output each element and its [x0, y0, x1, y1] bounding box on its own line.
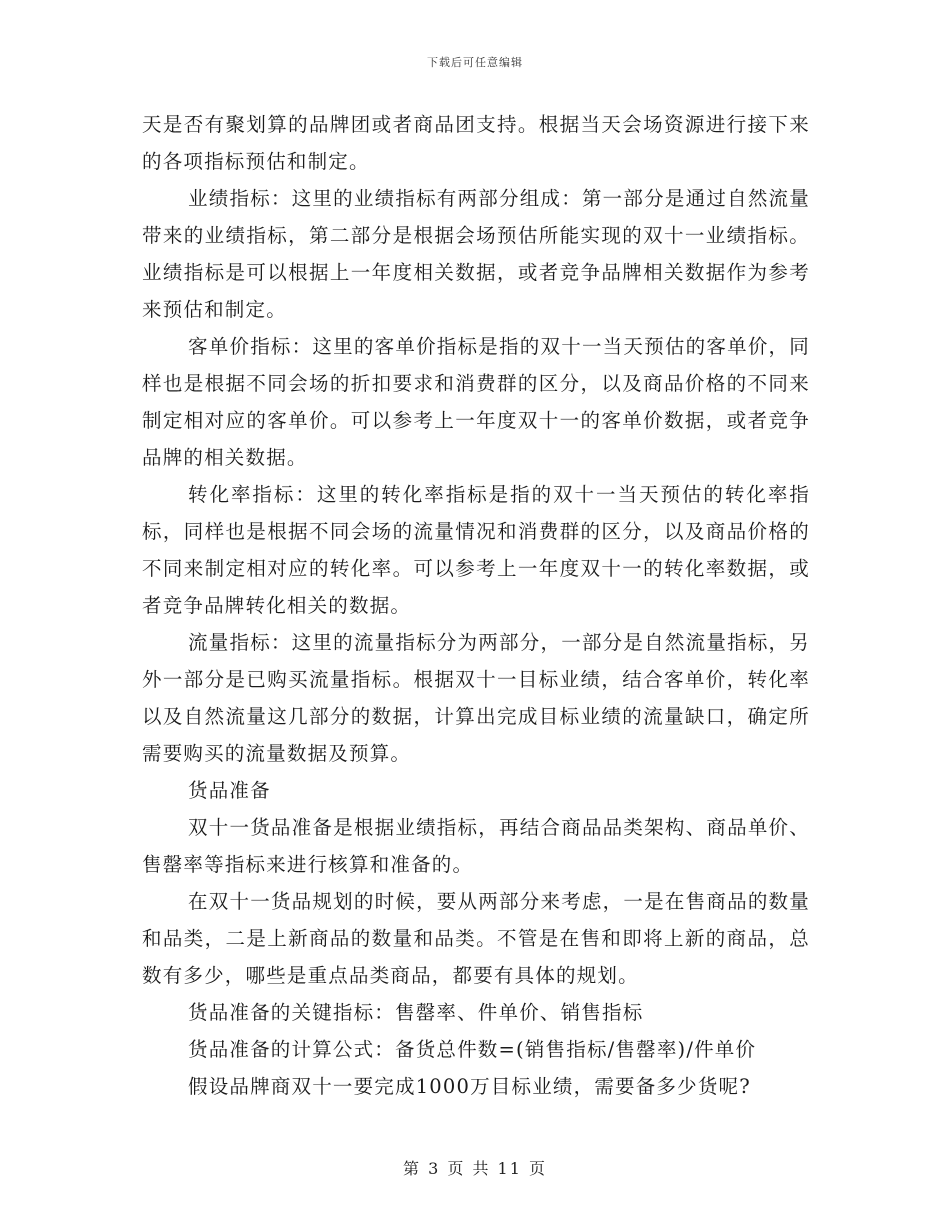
paragraph-2: 业绩指标：这里的业绩指标有两部分组成：第一部分是通过自然流量带来的业绩指标，第二部分是根据会场预估所能实现的双十一业绩指标。业绩指标是可以根据上一年度相关数据，或者竞争品牌相关数据作为参考来预估和制定。: [142, 187, 810, 321]
section-heading-goods: 货品准备: [188, 779, 271, 802]
paragraph-9: 货品准备的关键指标：售罄率、件单价、销售指标: [188, 1001, 644, 1024]
paragraph-4: 转化率指标：这里的转化率指标是指的双十一当天预估的转化率指标，同样也是根据不同会场的流量情况和消费群的区分，以及商品价格的不同来制定相对应的转化率。可以参考上一年度双十一的转化率数据，或者竞争品牌转化相关的数据。: [142, 483, 810, 617]
paragraph-7: 双十一货品准备是根据业绩指标，再结合商品品类架构、商品单价、售罄率等指标来进行核算和准备的。: [142, 816, 810, 876]
page-number: 第 3 页 共 11 页: [403, 1159, 547, 1178]
paragraph-8: 在双十一货品规划的时候，要从两部分来考虑，一是在售商品的数量和品类，二是上新商品的数量和品类。不管是在售和即将上新的商品，总数有多少，哪些是重点品类商品，都要有具体的规划。: [142, 890, 810, 987]
document-body: [142, 106, 810, 1105]
page-header: 下载后可任意编辑: [427, 56, 523, 69]
paragraph-11: 假设品牌商双十一要完成1000万目标业绩，需要备多少货呢?: [188, 1075, 751, 1098]
paragraph-10: 货品准备的计算公式：备货总件数=(销售指标/售罄率)/件单价: [188, 1038, 757, 1061]
paragraph-3: 客单价指标：这里的客单价指标是指的双十一当天预估的客单价，同样也是根据不同会场的折扣要求和消费群的区分，以及商品价格的不同来制定相对应的客单价。可以参考上一年度双十一的客单价数据，或者竞争品牌的相关数据。: [142, 335, 810, 469]
paragraph-1: 天是否有聚划算的品牌团或者商品团支持。根据当天会场资源进行接下来的各项指标预估和制定。: [142, 113, 810, 173]
paragraph-5: 流量指标：这里的流量指标分为两部分，一部分是自然流量指标，另外一部分是已购买流量指标。根据双十一目标业绩，结合客单价，转化率以及自然流量这几部分的数据，计算出完成目标业绩的流量缺口，确定所需要购买的流量数据及预算。: [142, 631, 810, 765]
